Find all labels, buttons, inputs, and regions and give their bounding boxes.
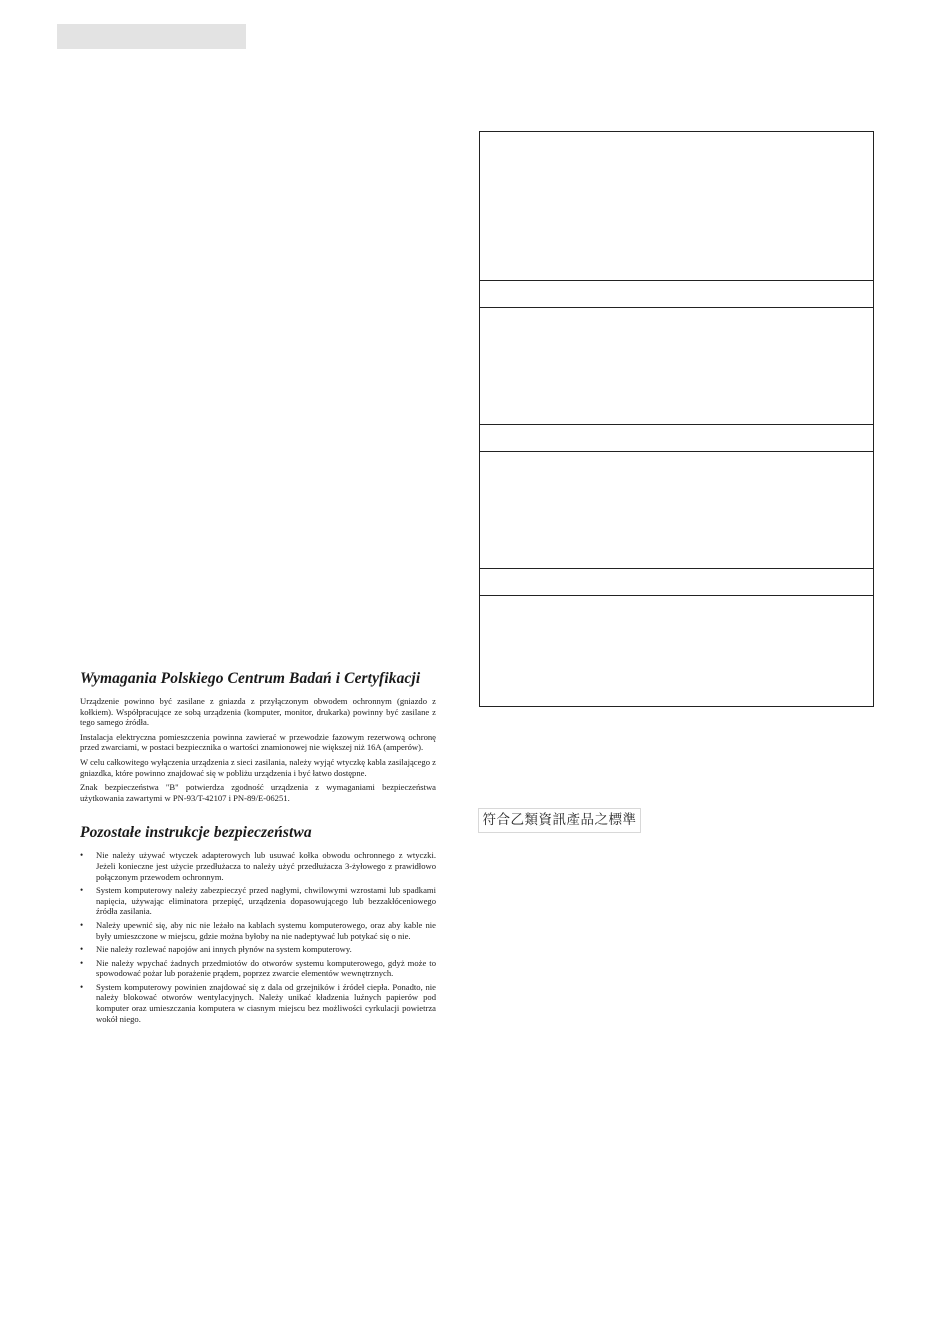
bullet-text: Nie należy rozlewać napojów ani innych płynów na system komputerowy. xyxy=(96,944,352,955)
header-tab-bar xyxy=(57,24,246,49)
table-cell-7 xyxy=(480,595,873,705)
list-item xyxy=(80,958,436,979)
chinese-compliance-label: 符合乙類資訊產品之標準 xyxy=(478,808,641,833)
safety-bullet-list xyxy=(80,850,436,1024)
list-item xyxy=(80,885,436,917)
bullet-icon: • xyxy=(80,850,84,861)
other-safety-section xyxy=(80,824,436,1024)
boxed-notice-table xyxy=(479,131,874,707)
polish-certification-title: Wymagania Polskiego Centrum Badań i Certyfikacji xyxy=(80,670,421,687)
list-item xyxy=(80,944,436,955)
other-safety-title: Pozostałe instrukcje bezpieczeństwa xyxy=(80,824,312,842)
polish-paragraph-4: Znak bezpieczeństwa "B" potwierdza zgodność urządzenia z wymaganiami bezpieczeństwa użytkowania zawartymi w PN-93/T-42107 i PN-89/E-06251. xyxy=(80,782,436,803)
list-item xyxy=(80,982,436,1024)
table-cell-3 xyxy=(480,307,873,425)
table-cell-1 xyxy=(480,132,873,281)
table-cell-6-header xyxy=(480,568,873,596)
bullet-icon: • xyxy=(80,944,84,955)
list-item xyxy=(80,920,436,941)
bullet-icon: • xyxy=(80,919,84,930)
polish-paragraph-2: Instalacja elektryczna pomieszczenia powinna zawierać w przewodzie fazowym rezerwową ochronę przed zwarciami, w postaci bezpiecznika o wartości znamionowej nie większej niż 16A (amperów). xyxy=(80,731,436,753)
bullet-icon: • xyxy=(80,885,84,896)
polish-paragraph-3: W celu całkowitego wyłączenia urządzenia z sieci zasilania, należy wyjąć wtyczkę kabla zasilającego z gniazdka, które powinno znajdować się w pobliżu urządzenia i być łatwo dostępne. xyxy=(80,756,436,778)
bullet-icon: • xyxy=(80,957,84,968)
table-cell-5 xyxy=(480,451,873,569)
table-cell-2-header xyxy=(480,280,873,308)
list-item xyxy=(80,850,436,882)
bullet-text: Nie należy używać wtyczek adapterowych lub usuwać kołka obwodu ochronnego z wtyczki. Jeżeli konieczne jest użycie przedłużacza to należy użyć przedłużacza 3-żyłowego z prawidłowo połączonym przewodem ochronnym. xyxy=(96,850,436,882)
bullet-text: System komputerowy należy zabezpieczyć przed nagłymi, chwilowymi wzrostami lub spadkami napięcia, używając eliminatora przepięć, urządzenia dopasowującego lub bezzakłóceniowego źródła zasilania. xyxy=(96,885,436,917)
left-column xyxy=(80,670,436,1027)
polish-paragraph-1: Urządzenie powinno być zasilane z gniazda z przyłączonym obwodem ochronnym (gniazdo z kołkiem). Współpracujące ze sobą urządzenia (komputer, monitor, drukarka) powinny być zasilane z tego samego źródła. xyxy=(80,696,436,728)
bullet-text: Należy upewnić się, aby nic nie leżało na kablach systemu komputerowego, oraz aby kable nie były umieszczone w miejscu, gdzie można byłoby na nie nadeptywać lub potykać się o nie. xyxy=(96,919,436,941)
bullet-text: Nie należy wpychać żadnych przedmiotów do otworów systemu komputerowego, gdyż może to spowodować pożar lub porażenie prądem, poprzez zwarcie elementów wewnętrznych. xyxy=(96,957,436,979)
bullet-icon: • xyxy=(80,981,84,992)
bullet-text: System komputerowy powinien znajdować się z dala od grzejników i źródeł ciepła. Ponadto, nie należy blokować otworów wentylacyjnych. Należy unikać kładzenia luźnych papierów pod komputer oraz umieszczania komputera w ciasnym miejscu bez możliwości cyrkulacji powietrza wokół niego. xyxy=(96,981,436,1024)
table-cell-4-header xyxy=(480,424,873,452)
